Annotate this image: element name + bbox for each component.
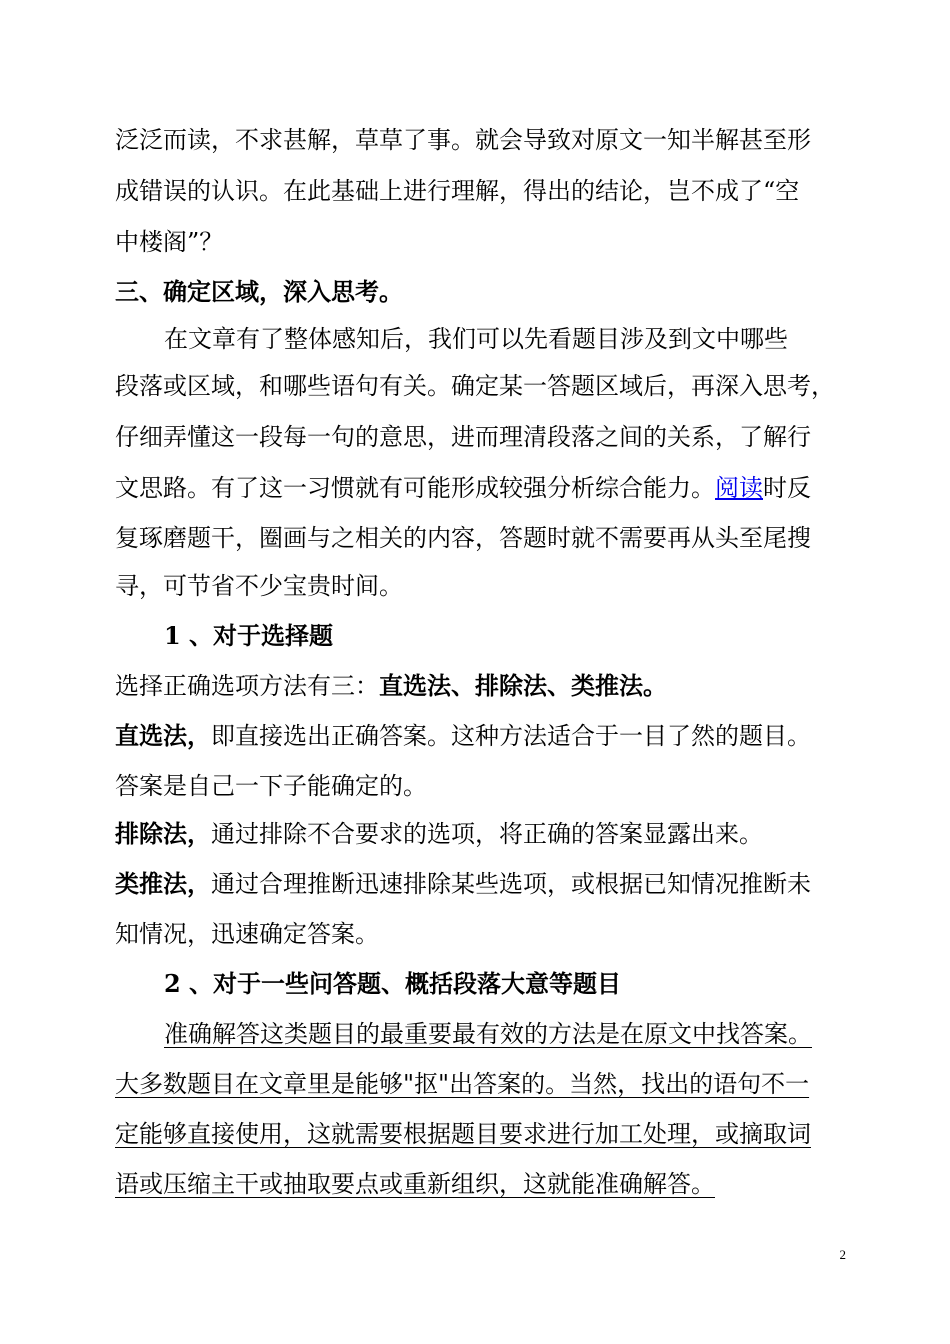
paragraph-3-line-1-text: 准确解答这类题目的最重要最有效的方法是在原文中找答案。 — [164, 1020, 812, 1048]
choice-methods-lead: 选择正确选项方法有三： — [115, 672, 379, 700]
exclude-method-term: 排除法， — [115, 819, 211, 848]
paragraph-3-line-2 — [115, 1068, 855, 1100]
paragraph-3-line-3-text: 定能够直接使用，这就需要根据题目要求进行加工处理，或摘取词 — [115, 1120, 811, 1148]
choice-methods-list: 直选法、排除法、类推法。 — [379, 671, 667, 700]
paragraph-3-line-1 — [164, 1018, 904, 1050]
infer-method-text: 通过合理推断迅速排除某些选项，或根据已知情况推断未 — [211, 870, 811, 898]
infer-method-line-2: 知情况，迅速确定答案。 — [115, 920, 379, 948]
paragraph-1-line-3: 中楼阁”？ — [115, 228, 224, 256]
paragraph-2-line-5: 复琢磨题干，圈画与之相关的内容，答题时就不需要再从头至尾搜 — [115, 524, 811, 552]
infer-method-term: 类推法， — [115, 869, 211, 898]
paragraph-2-line-4-text: 文思路。有了这一习惯就有可能形成较强分析综合能力。 — [115, 474, 715, 502]
paragraph-1-line-2: 成错误的认识。在此基础上进行理解，得出的结论，岂不成了“空 — [115, 177, 800, 205]
paragraph-3-line-4 — [115, 1168, 855, 1200]
paragraph-2-line-4-tail: 时反 — [763, 474, 811, 502]
subheading-short-answer: 2 、对于一些问答题、概括段落大意等题目 — [164, 969, 622, 998]
section-heading-3: 三、确定区域，深入思考。 — [115, 277, 403, 306]
reading-link[interactable]: 阅读 — [715, 474, 763, 502]
page-number: 2 — [839, 1247, 846, 1262]
paragraph-2-line-4 — [115, 472, 855, 504]
paragraph-2-line-1: 在文章有了整体感知后，我们可以先看题目涉及到文中哪些 — [164, 325, 788, 353]
subheading-choice-questions: 1 、对于选择题 — [164, 621, 334, 650]
direct-method-text: 即直接选出正确答案。这种方法适合于一目了然的题目。 — [211, 722, 811, 750]
paragraph-3-line-3 — [115, 1118, 855, 1150]
paragraph-2-line-6: 寻，可节省不少宝贵时间。 — [115, 572, 403, 600]
direct-method-line-1 — [115, 720, 855, 752]
paragraph-2-line-2: 段落或区域，和哪些语句有关。确定某一答题区域后，再深入思考， — [115, 372, 835, 400]
paragraph-1-line-1: 泛泛而读，不求甚解，草草了事。就会导致对原文一知半解甚至形 — [115, 126, 811, 154]
infer-method-line-1 — [115, 868, 855, 900]
paragraph-3-line-4-text: 语或压缩主干或抽取要点或重新组织，这就能准确解答。 — [115, 1170, 715, 1198]
direct-method-term: 直选法， — [115, 721, 211, 750]
exclude-method-text: 通过排除不合要求的选项，将正确的答案显露出来。 — [211, 820, 763, 848]
direct-method-line-2: 答案是自己一下子能确定的。 — [115, 772, 427, 800]
paragraph-3-line-2-text: 大多数题目在文章里是能够"抠"出答案的。当然，找出的语句不一 — [115, 1070, 810, 1098]
exclude-method-line — [115, 818, 855, 850]
choice-methods-intro — [115, 670, 855, 702]
paragraph-2-line-3: 仔细弄懂这一段每一句的意思，进而理清段落之间的关系，了解行 — [115, 423, 811, 451]
